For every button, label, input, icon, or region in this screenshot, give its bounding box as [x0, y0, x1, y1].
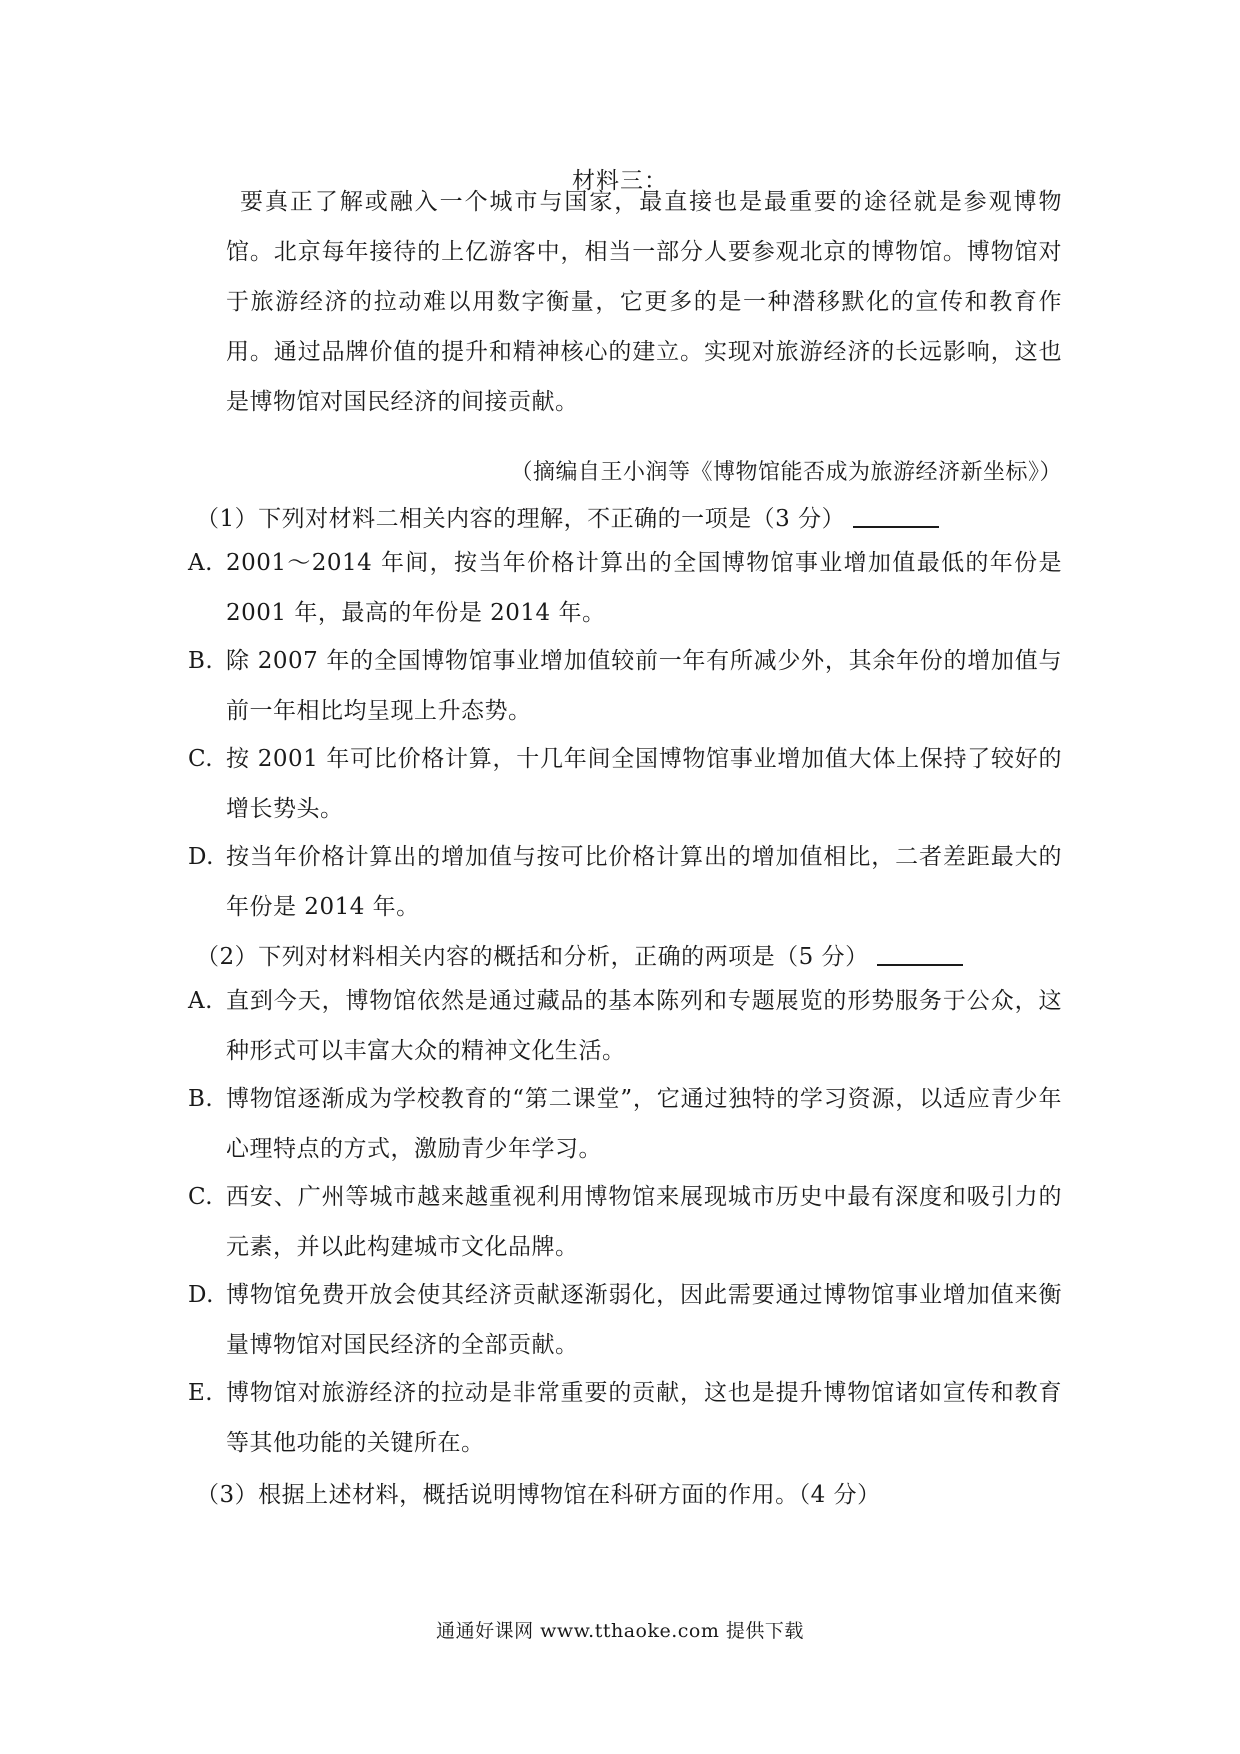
q2-option-e [188, 1368, 1062, 1468]
q2-option-b [188, 1074, 1062, 1174]
option-text: 2001～2014 年间，按当年价格计算出的全国博物馆事业增加值最低的年份是 2001 年，最高的年份是 2014 年。 [226, 550, 1062, 626]
option-text: 按当年价格计算出的增加值与按可比价格计算出的增加值相比，二者差距最大的年份是 2014 年。 [226, 844, 1062, 920]
option-letter: C. [188, 1184, 214, 1210]
option-letter: E. [188, 1380, 214, 1406]
option-letter: D. [188, 1282, 214, 1308]
option-letter: A. [188, 550, 213, 576]
answer-blank-q2[interactable] [877, 944, 963, 966]
option-letter: B. [188, 1086, 214, 1112]
question-2-text: （2）下列对材料相关内容的概括和分析，正确的两项是（5 分） [196, 944, 869, 970]
q2-option-c [188, 1172, 1062, 1272]
option-letter: A. [188, 988, 213, 1014]
option-text: 博物馆对旅游经济的拉动是非常重要的贡献，这也是提升博物馆诸如宣传和教育等其他功能的关键所在。 [226, 1380, 1062, 1456]
q1-option-c [188, 734, 1062, 834]
option-text: 博物馆逐渐成为学校教育的“第二课堂”，它通过独特的学习资源，以适应青少年心理特点的方式，激励青少年学习。 [226, 1086, 1062, 1162]
material3-paragraph: 要真正了解或融入一个城市与国家，最直接也是最重要的途径就是参观博物馆。北京每年接待的上亿游客中，相当一部分人要参观北京的博物馆。博物馆对于旅游经济的拉动难以用数字衡量，它更多的是一种潜移默化的宣传和教育作用。通过品牌价值的提升和精神核心的建立。实现对旅游经济的长远影响，这也是博物馆对国民经济的间接贡献。 [226, 189, 1062, 415]
question-3-prompt [196, 1476, 881, 1509]
option-text: 西安、广州等城市越来越重视利用博物馆来展现城市历史中最有深度和吸引力的元素，并以此构建城市文化品牌。 [226, 1184, 1062, 1260]
option-text: 直到今天，博物馆依然是通过藏品的基本陈列和专题展览的形势服务于公众，这种形式可以丰富大众的精神文化生活。 [226, 988, 1062, 1064]
q1-option-b [188, 636, 1062, 736]
source-citation: （摘编自王小润等《博物馆能否成为旅游经济新坐标》） [510, 460, 1062, 485]
question-3-text: （3）根据上述材料，概括说明博物馆在科研方面的作用。（4 分） [196, 1482, 881, 1508]
question-1-text: （1）下列对材料二相关内容的理解，不正确的一项是（3 分） [196, 506, 846, 532]
option-text: 博物馆免费开放会使其经济贡献逐渐弱化，因此需要通过博物馆事业增加值来衡量博物馆对国民经济的全部贡献。 [226, 1282, 1062, 1358]
q2-option-a [188, 976, 1062, 1076]
material-heading: 材料三： [572, 168, 668, 194]
question-2-prompt [196, 938, 963, 971]
option-letter: D. [188, 844, 214, 870]
option-letter: B. [188, 648, 214, 674]
answer-blank-q1[interactable] [853, 506, 939, 528]
q1-option-a [188, 538, 1062, 638]
q2-option-d [188, 1270, 1062, 1370]
option-text: 按 2001 年可比价格计算，十几年间全国博物馆事业增加值大体上保持了较好的增长势头。 [226, 746, 1062, 822]
footer-credit: 通通好课网 www.tthaoke.com 提供下载 [436, 1620, 804, 1642]
q1-option-d [188, 832, 1062, 932]
option-letter: C. [188, 746, 214, 772]
question-1-prompt [196, 500, 939, 533]
option-text: 除 2007 年的全国博物馆事业增加值较前一年有所减少外，其余年份的增加值与前一年相比均呈现上升态势。 [226, 648, 1062, 724]
